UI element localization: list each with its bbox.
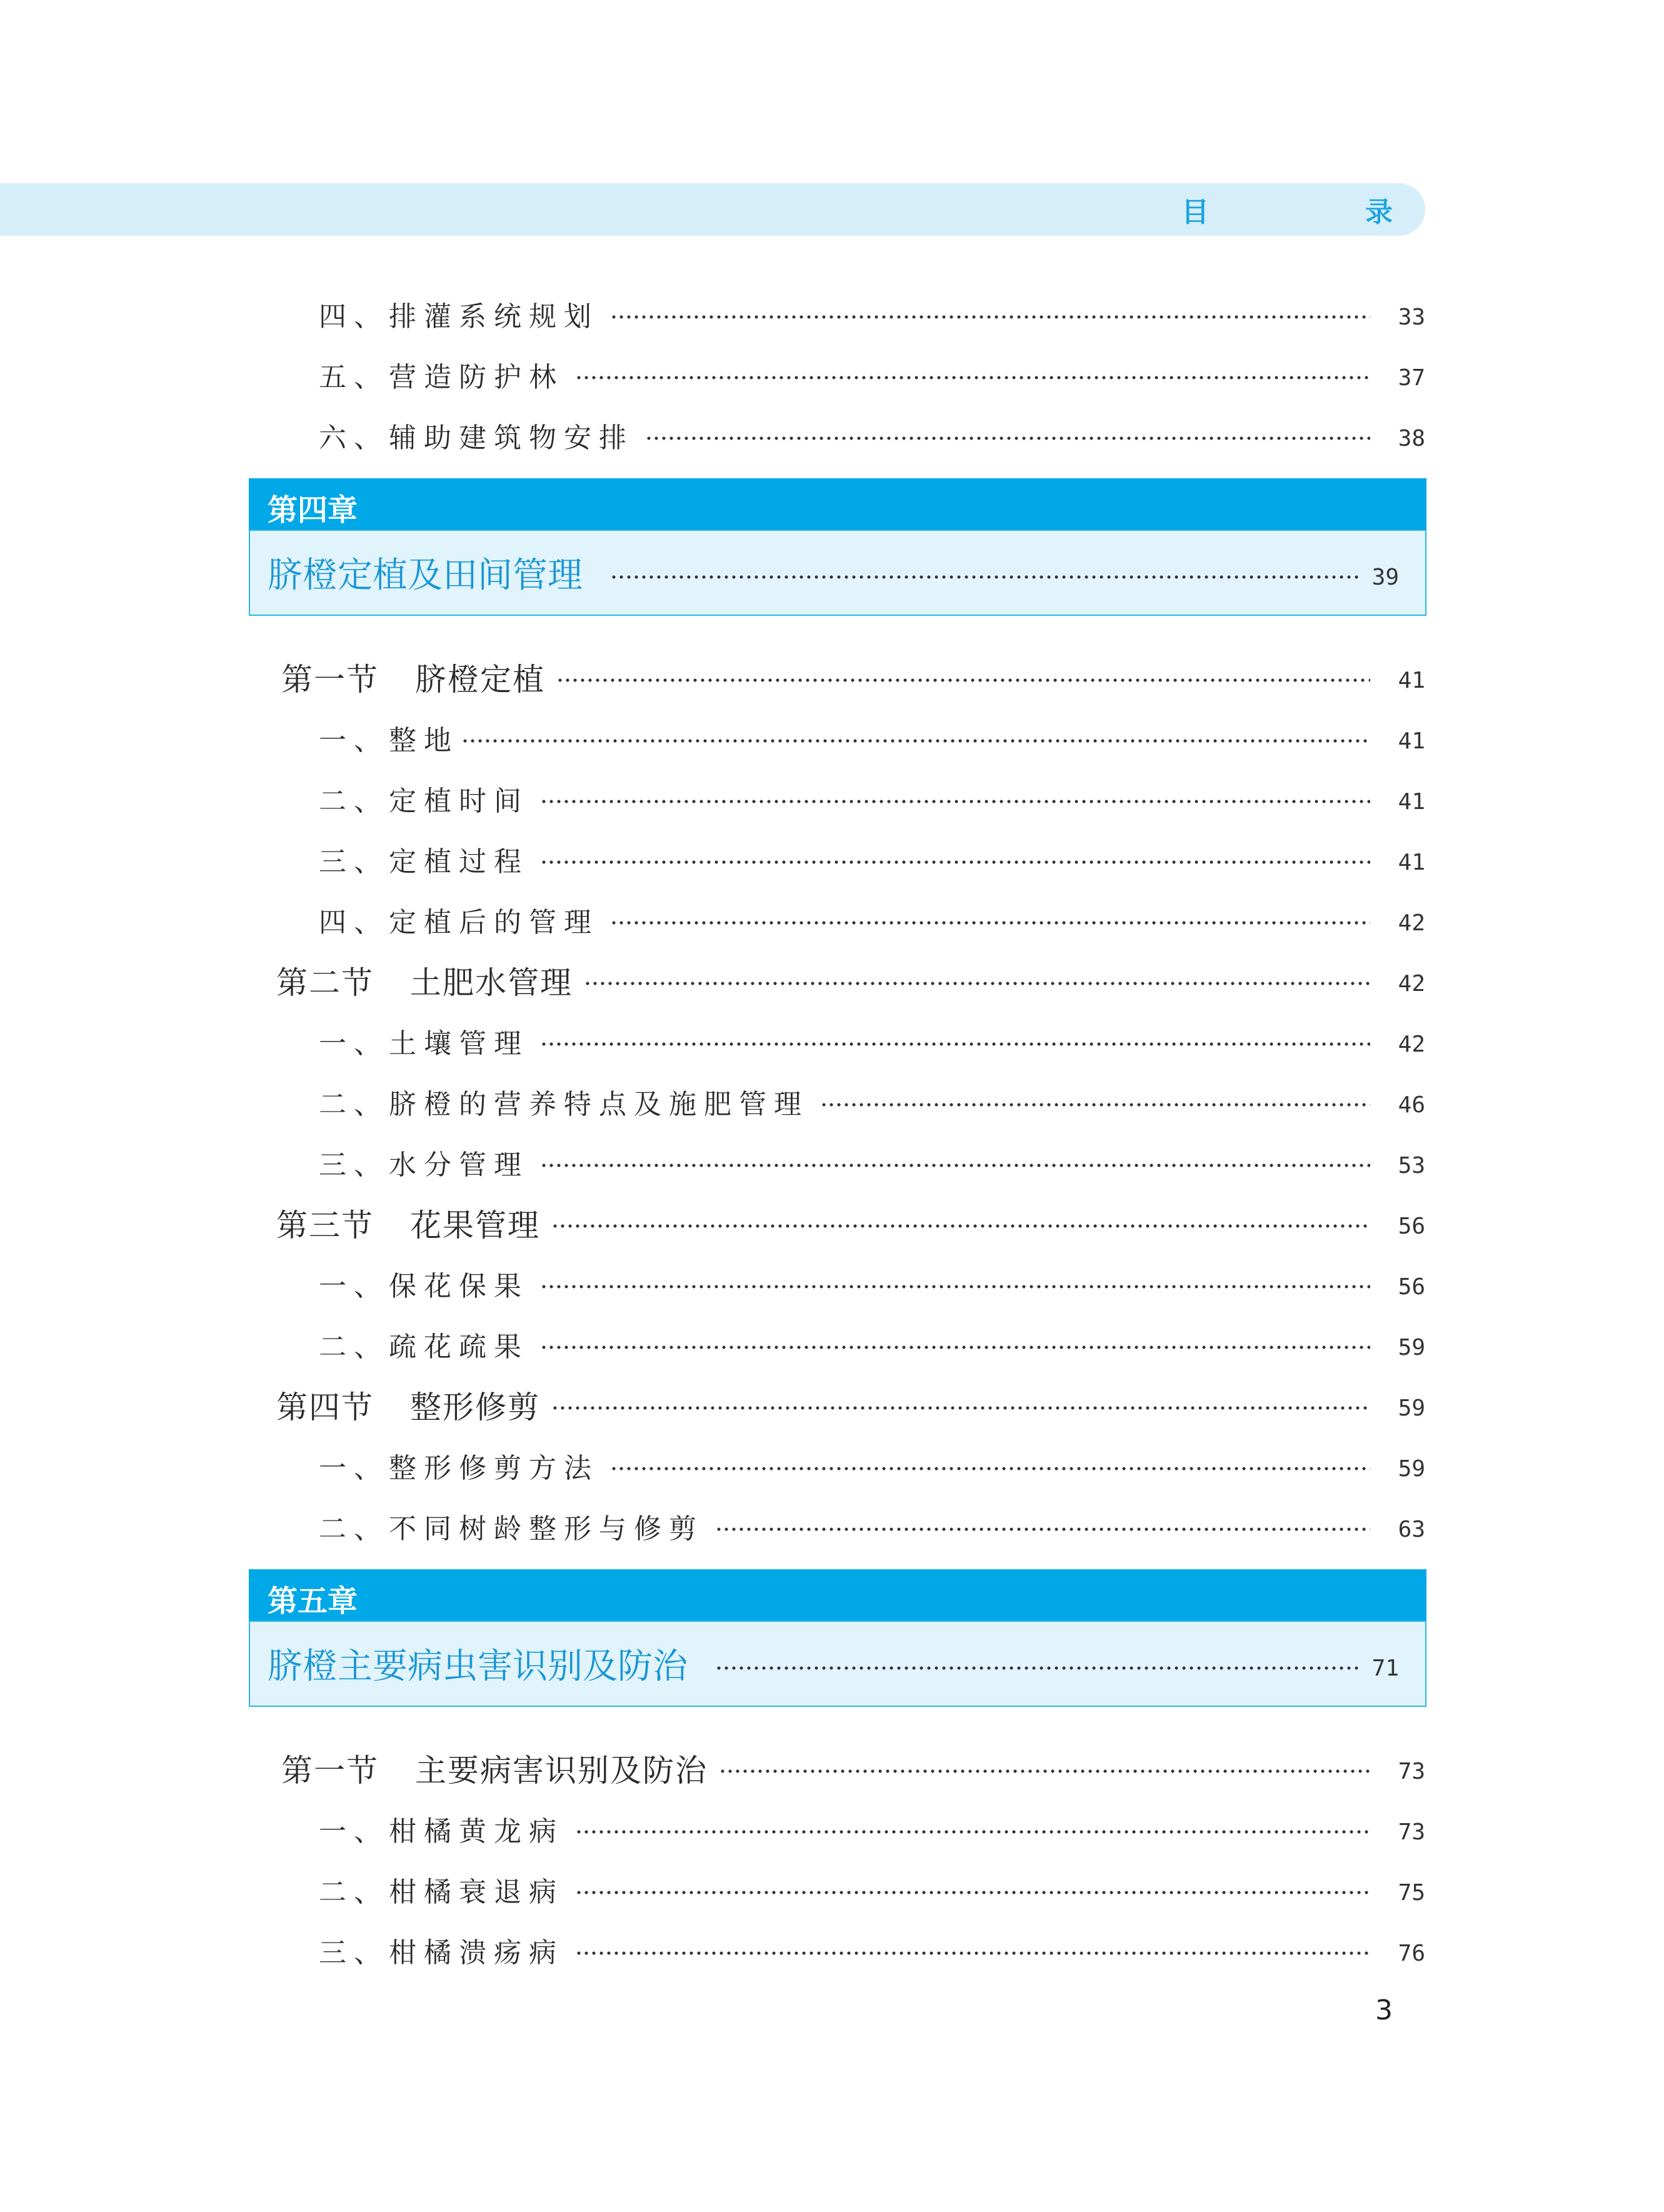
chapter-title-box [249, 530, 1426, 616]
toc-section[interactable] [0, 953, 1425, 1007]
toc-entry-page: 76 [1398, 1940, 1425, 1966]
toc-section[interactable] [0, 650, 1425, 704]
toc-entry-page: 59 [1398, 1455, 1425, 1482]
toc-entry-page: 59 [1398, 1395, 1425, 1421]
leader-dots [540, 800, 1370, 803]
toc-entry[interactable] [0, 1075, 1425, 1129]
toc-entry-title: 四、排灌系统规划 [319, 301, 599, 333]
toc-entry-title: 二、疏花疏果 [319, 1331, 529, 1363]
toc-entry[interactable] [0, 893, 1425, 947]
chapter-label-bar [249, 478, 1426, 531]
leader-dots [575, 1830, 1370, 1834]
leader-dots [610, 575, 1358, 579]
leader-dots [461, 739, 1370, 743]
leader-dots [610, 1467, 1370, 1470]
leader-dots [575, 376, 1370, 380]
toc-entry-title: 一、整地 [319, 725, 459, 757]
chapter-title: 脐橙定植及田间管理 [268, 555, 583, 596]
leader-dots [719, 1769, 1370, 1773]
toc-entry[interactable] [0, 711, 1425, 765]
toc-entry-page: 33 [1398, 304, 1425, 330]
section-number: 第二节 [276, 965, 374, 1001]
chapter-5-heading[interactable] [249, 1569, 1426, 1707]
toc-entry[interactable] [0, 1802, 1425, 1856]
chapter-4-heading[interactable] [249, 478, 1426, 616]
header-title-char-2: 录 [1365, 196, 1393, 228]
toc-entry-page: 38 [1398, 425, 1425, 451]
toc-entry-title: 一、土壤管理 [319, 1028, 529, 1060]
toc-entry[interactable] [0, 832, 1425, 886]
section-number: 第三节 [276, 1207, 374, 1244]
leader-dots [610, 921, 1370, 925]
toc-entry-page: 41 [1398, 849, 1425, 875]
chapter-page: 71 [1371, 1655, 1399, 1681]
leader-dots [575, 1891, 1370, 1894]
toc-entry[interactable] [0, 1499, 1425, 1553]
toc-entry-title: 一、整形修剪方法 [319, 1452, 599, 1484]
toc-entry-page: 42 [1398, 1031, 1425, 1057]
leader-dots [540, 1285, 1370, 1289]
header-band [0, 183, 1425, 236]
toc-entry-page: 75 [1398, 1879, 1425, 1906]
toc-entry-page: 53 [1398, 1152, 1425, 1179]
section-title: 花果管理 [410, 1207, 540, 1244]
section-title: 整形修剪 [410, 1389, 540, 1425]
toc-entry-page: 41 [1398, 667, 1425, 693]
toc-entry-page: 41 [1398, 728, 1425, 754]
chapter-label: 第五章 [268, 1584, 358, 1619]
toc-entry[interactable] [0, 1014, 1425, 1068]
toc-entry-title: 一、保花保果 [319, 1270, 529, 1302]
toc-section[interactable] [0, 1741, 1425, 1795]
toc-entry-page: 42 [1398, 970, 1425, 997]
toc-entry[interactable] [0, 1923, 1425, 1977]
toc-entry-page: 46 [1398, 1092, 1425, 1118]
toc-entry-title: 四、定植后的管理 [319, 907, 599, 938]
toc-section[interactable] [0, 1378, 1425, 1432]
chapter-title: 脐橙主要病虫害识别及防治 [268, 1646, 688, 1687]
toc-section[interactable] [0, 1196, 1425, 1250]
section-number: 第四节 [276, 1389, 374, 1425]
toc-entry-page: 56 [1398, 1213, 1425, 1239]
toc-entry-title: 二、定植时间 [319, 785, 529, 817]
section-title: 脐橙定植 [415, 661, 545, 698]
leader-dots [610, 315, 1370, 319]
toc-entry-page: 59 [1398, 1334, 1425, 1360]
toc-entry[interactable] [0, 408, 1425, 462]
toc-entry-title: 二、柑橘衰退病 [319, 1876, 564, 1908]
toc-entry-title: 三、定植过程 [319, 846, 529, 878]
chapter-page: 39 [1371, 564, 1399, 590]
toc-entry-page: 56 [1398, 1274, 1425, 1300]
section-title: 主要病害识别及防治 [415, 1752, 708, 1789]
header-title-char-1: 目 [1181, 196, 1209, 228]
toc-entry[interactable] [0, 772, 1425, 825]
section-title: 土肥水管理 [410, 965, 573, 1001]
toc-entry-title: 六、辅助建筑物安排 [319, 422, 634, 454]
leader-dots [540, 1042, 1370, 1046]
toc-entry-title: 二、不同树龄整形与修剪 [319, 1513, 704, 1545]
toc-entry-title: 三、水分管理 [319, 1149, 529, 1181]
toc-entry-page: 73 [1398, 1819, 1425, 1845]
toc-entry[interactable] [0, 1317, 1425, 1371]
toc-entry[interactable] [0, 1135, 1425, 1189]
toc-entry-page: 37 [1398, 364, 1425, 391]
toc-entry[interactable] [0, 1863, 1425, 1916]
leader-dots [715, 1666, 1358, 1670]
page-number: 3 [1375, 1994, 1393, 2026]
leader-dots [820, 1103, 1370, 1107]
toc-entry-page: 42 [1398, 910, 1425, 936]
toc-entry-page: 63 [1398, 1516, 1425, 1542]
toc-entry[interactable] [0, 1257, 1425, 1310]
toc-entry[interactable] [0, 287, 1425, 341]
toc-entry-title: 三、柑橘溃疡病 [319, 1937, 564, 1969]
chapter-label-bar [249, 1569, 1426, 1622]
toc-entry-title: 五、营造防护林 [319, 361, 564, 393]
leader-dots [584, 982, 1370, 985]
toc-entry[interactable] [0, 1439, 1425, 1492]
section-number: 第一节 [281, 661, 379, 698]
leader-dots [645, 436, 1370, 440]
section-number: 第一节 [281, 1752, 379, 1789]
toc-entry-title: 二、脐橙的营养特点及施肥管理 [319, 1088, 809, 1120]
leader-dots [540, 860, 1370, 864]
toc-entry[interactable] [0, 348, 1425, 401]
toc-entry-page: 73 [1398, 1758, 1425, 1784]
leader-dots [551, 1224, 1370, 1228]
leader-dots [575, 1951, 1370, 1955]
header-title [1181, 183, 1425, 236]
leader-dots [540, 1164, 1370, 1167]
chapter-label: 第四章 [268, 493, 358, 528]
leader-dots [556, 678, 1370, 682]
chapter-title-box [249, 1621, 1426, 1707]
toc-entry-title: 一、柑橘黄龙病 [319, 1816, 564, 1848]
leader-dots [551, 1406, 1370, 1410]
leader-dots [715, 1527, 1370, 1531]
toc-entry-page: 41 [1398, 788, 1425, 815]
leader-dots [540, 1345, 1370, 1349]
